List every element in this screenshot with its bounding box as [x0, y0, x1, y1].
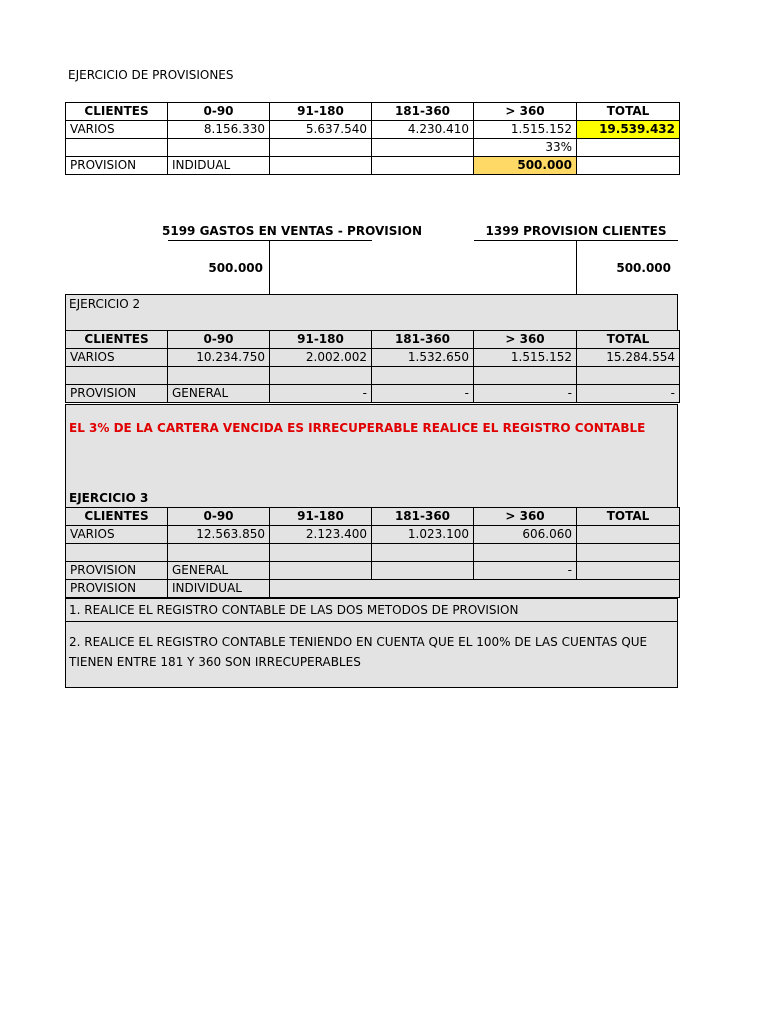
- table-cell[interactable]: -: [474, 385, 577, 403]
- table-cell[interactable]: [270, 157, 372, 175]
- total-cell[interactable]: 19.539.432: [577, 121, 680, 139]
- table-cell[interactable]: [577, 139, 680, 157]
- header-cell: CLIENTES: [66, 508, 168, 526]
- ejercicio-2-header: [65, 294, 678, 331]
- table-cell[interactable]: 1.515.152: [474, 121, 577, 139]
- table-cell[interactable]: [577, 544, 680, 562]
- table-cell[interactable]: 12.563.850: [168, 526, 270, 544]
- table-cell[interactable]: [168, 544, 270, 562]
- ejercicio-3-instruction-1: 1. REALICE EL REGISTRO CONTABLE DE LAS DOS METODOS DE PROVISION: [69, 603, 519, 617]
- ejercicio-2-table: [65, 330, 680, 403]
- table-cell[interactable]: INDIDUAL: [168, 157, 270, 175]
- table-cell[interactable]: [270, 544, 372, 562]
- table-cell[interactable]: [372, 562, 474, 580]
- table-cell[interactable]: -: [372, 385, 474, 403]
- header-cell: 0-90: [168, 103, 270, 121]
- table-cell[interactable]: [372, 367, 474, 385]
- table-cell[interactable]: -: [270, 385, 372, 403]
- table-cell[interactable]: [372, 157, 474, 175]
- table-cell[interactable]: [66, 544, 168, 562]
- t-account-right-amount: 500.000: [616, 261, 671, 275]
- table-cell[interactable]: [270, 580, 680, 598]
- table-cell[interactable]: [577, 562, 680, 580]
- t-account-left-amount: 500.000: [208, 261, 263, 275]
- table-cell[interactable]: [577, 367, 680, 385]
- table-row: [66, 157, 680, 175]
- table-row: [66, 121, 680, 139]
- table-header-row: [66, 103, 680, 121]
- table-cell[interactable]: [577, 157, 680, 175]
- table-cell[interactable]: PROVISION: [66, 157, 168, 175]
- table-cell[interactable]: [270, 139, 372, 157]
- table-row: [66, 385, 680, 403]
- header-cell: 91-180: [270, 331, 372, 349]
- table-cell[interactable]: INDIVIDUAL: [168, 580, 270, 598]
- header-cell: 91-180: [270, 103, 372, 121]
- header-cell: TOTAL: [577, 508, 680, 526]
- t-account-left-rule: [168, 240, 372, 241]
- table-cell[interactable]: 5.637.540: [270, 121, 372, 139]
- table-cell[interactable]: 2.123.400: [270, 526, 372, 544]
- header-cell: 0-90: [168, 508, 270, 526]
- table-cell[interactable]: [168, 139, 270, 157]
- table-cell[interactable]: 1.532.650: [372, 349, 474, 367]
- table-cell[interactable]: 15.284.554: [577, 349, 680, 367]
- table-cell[interactable]: VARIOS: [66, 121, 168, 139]
- table-cell[interactable]: [66, 139, 168, 157]
- header-cell: 0-90: [168, 331, 270, 349]
- instruction-2-line-2: TIENEN ENTRE 181 Y 360 SON IRRECUPERABLES: [69, 655, 361, 669]
- table-row: [66, 526, 680, 544]
- table-cell[interactable]: [372, 139, 474, 157]
- table-cell[interactable]: PROVISION: [66, 385, 168, 403]
- instruction-2-line-1: 2. REALICE EL REGISTRO CONTABLE TENIENDO EN CUENTA QUE EL 100% DE LAS CUENTAS QUE: [69, 635, 648, 649]
- table-cell[interactable]: VARIOS: [66, 526, 168, 544]
- ejercicio-3-label: EJERCICIO 3: [69, 491, 149, 505]
- table-cell[interactable]: [372, 544, 474, 562]
- header-cell: CLIENTES: [66, 331, 168, 349]
- header-cell: 181-360: [372, 331, 474, 349]
- header-cell: > 360: [474, 508, 577, 526]
- table-row: [66, 562, 680, 580]
- ejercicio-3-instruction-2: [69, 632, 647, 672]
- table-cell[interactable]: GENERAL: [168, 385, 270, 403]
- ejercicio-3-instruction-2-panel: [65, 621, 678, 688]
- table-cell[interactable]: 8.156.330: [168, 121, 270, 139]
- t-account-left-title: [162, 222, 423, 242]
- provision-amount-cell[interactable]: 500.000: [474, 157, 577, 175]
- table-cell[interactable]: PROVISION: [66, 580, 168, 598]
- table-row: [66, 544, 680, 562]
- table-row: [66, 139, 680, 157]
- header-cell: > 360: [474, 331, 577, 349]
- table-header-row: [66, 331, 680, 349]
- table-cell[interactable]: [474, 544, 577, 562]
- ejercicio-2-instruction-panel: [65, 404, 678, 508]
- table-cell[interactable]: [577, 526, 680, 544]
- table-row: [66, 349, 680, 367]
- ejercicio-2-label: EJERCICIO 2: [69, 297, 141, 311]
- table-cell[interactable]: [66, 367, 168, 385]
- ejercicio-3-instruction-1-panel: [65, 598, 678, 622]
- header-cell: TOTAL: [577, 331, 680, 349]
- table-cell[interactable]: GENERAL: [168, 562, 270, 580]
- percent-cell[interactable]: 33%: [474, 139, 577, 157]
- table-cell[interactable]: 1.023.100: [372, 526, 474, 544]
- t-account-left-title-text: 5199 GASTOS EN VENTAS - PROVISION: [162, 224, 423, 238]
- table-cell[interactable]: 4.230.410: [372, 121, 474, 139]
- ejercicio-3-table: [65, 507, 680, 598]
- table-cell[interactable]: [168, 367, 270, 385]
- header-cell: 181-360: [372, 103, 474, 121]
- table-cell[interactable]: [474, 367, 577, 385]
- table-cell[interactable]: [270, 562, 372, 580]
- table-header-row: [66, 508, 680, 526]
- t-account-divider: [269, 240, 270, 294]
- table-row: [66, 580, 680, 598]
- provisions-table: [65, 102, 680, 175]
- table-cell[interactable]: 1.515.152: [474, 349, 577, 367]
- table-cell[interactable]: PROVISION: [66, 562, 168, 580]
- header-cell: 91-180: [270, 508, 372, 526]
- page-title: EJERCICIO DE PROVISIONES: [68, 68, 234, 82]
- ejercicio-2-instruction: EL 3% DE LA CARTERA VENCIDA ES IRRECUPERABLE REALICE EL REGISTRO CONTABLE: [69, 421, 646, 435]
- table-row: [66, 367, 680, 385]
- table-cell[interactable]: 2.002.002: [270, 349, 372, 367]
- table-cell[interactable]: VARIOS: [66, 349, 168, 367]
- header-cell: CLIENTES: [66, 103, 168, 121]
- header-cell: 181-360: [372, 508, 474, 526]
- header-cell: TOTAL: [577, 103, 680, 121]
- table-cell[interactable]: 606.060: [474, 526, 577, 544]
- table-cell[interactable]: [270, 367, 372, 385]
- t-account-right-title: 1399 PROVISION CLIENTES: [485, 224, 667, 238]
- table-cell[interactable]: -: [474, 562, 577, 580]
- t-account-divider: [576, 240, 577, 294]
- header-cell: > 360: [474, 103, 577, 121]
- table-cell[interactable]: 10.234.750: [168, 349, 270, 367]
- table-cell[interactable]: -: [577, 385, 680, 403]
